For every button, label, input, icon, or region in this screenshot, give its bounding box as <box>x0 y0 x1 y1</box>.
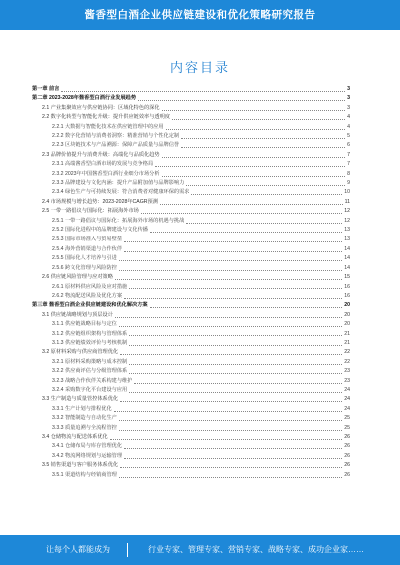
toc-entry[interactable] <box>32 236 350 245</box>
footer-slogan-right: 行业专家、管理专家、营销专家、战略专家、成功企业家…… <box>148 545 364 554</box>
toc-entry-text: 2.5.4 海外营销渠道与合作伙伴 <box>52 245 123 252</box>
toc-leader-dots <box>119 430 342 431</box>
toc-entry[interactable] <box>32 123 350 132</box>
toc-entry-text: 3.2.1 原材料采购策略与成本控制 <box>52 358 128 365</box>
toc-entry-text: 2.2.1 大数据与智能化技术在供应链管理中的应用 <box>52 123 164 130</box>
toc-leader-dots <box>166 129 346 130</box>
toc-entry[interactable] <box>32 320 350 329</box>
toc-leader-dots <box>162 110 346 111</box>
toc-page-number: 16 <box>344 283 350 290</box>
toc-entry[interactable] <box>32 471 350 480</box>
toc-entry[interactable] <box>32 245 350 254</box>
toc-entry-text: 2.6 供应链风险管理与应对策略 <box>42 274 113 281</box>
toc-page-number: 5 <box>347 133 350 140</box>
toc-page-number: 20 <box>344 321 350 328</box>
toc-page-number: 25 <box>344 415 350 422</box>
toc-page-number: 24 <box>344 386 350 393</box>
toc-page-number: 16 <box>344 292 350 299</box>
toc-entry-text: 3.1 供应链战略规划与顶层设计 <box>42 311 113 318</box>
toc-leader-dots <box>124 251 342 252</box>
toc-leader-dots <box>115 279 342 280</box>
toc-entry[interactable] <box>32 217 350 226</box>
toc-entry-text: 3.4.1 仓储布局与库存管理优化 <box>52 443 123 450</box>
toc-page-number: 22 <box>344 349 350 356</box>
toc-entry[interactable] <box>32 283 350 292</box>
toc-entry[interactable] <box>32 358 350 367</box>
toc-leader-dots <box>119 477 342 478</box>
toc-leader-dots <box>129 335 342 336</box>
toc-entry-text: 2.2 数字化转型与智能化升级：提升供应链效率与透明度 <box>42 114 170 121</box>
toc-entry-text: 2.1 产业集聚效应与供应链协同：区域化特色的深化 <box>42 104 160 111</box>
toc-entry-text: 3.2.4 采购数字化平台建设与应用 <box>52 386 128 393</box>
toc-entry[interactable] <box>32 85 350 94</box>
toc-entry-text: 2.5.2 国际化进程中的品牌建设与文化传播 <box>52 227 148 234</box>
toc-entry[interactable] <box>32 405 350 414</box>
toc-leader-dots <box>129 364 342 365</box>
toc-leader-dots <box>61 91 345 92</box>
toc-entry[interactable] <box>32 386 350 395</box>
toc-entry[interactable] <box>32 273 350 282</box>
toc-page-number: 7 <box>347 151 350 158</box>
toc-leader-dots <box>124 298 342 299</box>
toc-entry[interactable] <box>32 160 350 169</box>
toc-page-number: 9 <box>347 180 350 187</box>
toc-leader-dots <box>129 392 342 393</box>
toc-page-number: 11 <box>344 198 350 205</box>
toc-leader-dots <box>150 232 342 233</box>
toc-page-number: 25 <box>344 424 350 431</box>
toc-entry-text: 3.3.1 生产计划与排程优化 <box>52 405 112 412</box>
toc-leader-dots <box>119 260 342 261</box>
toc-entry[interactable] <box>32 198 350 207</box>
toc-page-number: 13 <box>344 227 350 234</box>
toc-leader-dots <box>181 138 345 139</box>
toc-entry-text: 3.1.1 供应链战略目标与定位 <box>52 321 117 328</box>
toc-entry[interactable] <box>32 414 350 423</box>
toc-entry-text: 3.4.2 物流网络规划与运输管理 <box>52 452 123 459</box>
toc-leader-dots <box>160 204 343 205</box>
toc-page-number: 20 <box>344 311 350 318</box>
toc-leader-dots <box>110 439 343 440</box>
toc-heading: 内容目录 <box>169 60 230 75</box>
toc-leader-dots <box>162 157 346 158</box>
toc-page-number: 26 <box>344 443 350 450</box>
toc-entry[interactable] <box>32 330 350 339</box>
footer-slogan-left: 让每个人都能成为 <box>46 545 110 554</box>
report-header-banner <box>0 0 400 30</box>
toc-entry[interactable] <box>32 141 350 150</box>
toc-leader-dots <box>191 194 342 195</box>
toc-leader-dots <box>114 411 343 412</box>
toc-entry[interactable] <box>32 226 350 235</box>
toc-entry-text: 2.5.5 国际化人才培养与引进 <box>52 255 117 262</box>
toc-page-number: 14 <box>344 245 350 252</box>
toc-entry[interactable] <box>32 264 350 273</box>
toc-entry[interactable] <box>32 301 350 310</box>
toc-entry-text: 3.3 生产制造与质量管控体系优化 <box>42 396 119 403</box>
toc-page-number: 26 <box>344 434 350 441</box>
toc-entry[interactable] <box>32 94 350 103</box>
toc-leader-dots <box>162 176 346 177</box>
toc-entry-text: 2.3.2 2023年中国酱香型白酒行业细分市场分析 <box>52 170 160 177</box>
toc-page-number: 14 <box>344 255 350 262</box>
toc-leader-dots <box>186 223 342 224</box>
toc-entry-text: 2.5.6 跨文化管理与风险防控 <box>52 264 117 271</box>
toc-page-number: 15 <box>344 274 350 281</box>
toc-entry-text: 第一章 前言 <box>32 85 60 92</box>
toc-page-number: 3 <box>347 85 350 92</box>
toc-page-number: 7 <box>347 161 350 168</box>
toc-entry[interactable] <box>32 170 350 179</box>
toc-entry-text: 3.5.1 渠道结构与经销商管理 <box>52 471 117 478</box>
toc-page-number: 12 <box>344 217 350 224</box>
footer-divider <box>127 543 128 557</box>
toc-page-number: 24 <box>344 396 350 403</box>
toc-page-number: 26 <box>344 452 350 459</box>
toc-leader-dots <box>155 166 345 167</box>
toc-entry[interactable] <box>32 132 350 141</box>
toc-page-number: 6 <box>347 142 350 149</box>
toc-leader-dots <box>172 119 345 120</box>
toc-entry-text: 2.4 市场规模与增长趋势：2023-2028年CAGR预测 <box>42 198 158 205</box>
toc-leader-dots <box>115 317 342 318</box>
toc-entry[interactable] <box>32 104 350 113</box>
toc-entry-text: 2.2.2 数字化营销与消费者洞察：精准营销与个性化定制 <box>52 133 180 140</box>
toc-entry-text: 第三章 酱香型白酒企业供应链建设和优化解决方案 <box>32 302 148 309</box>
toc-page-number: 21 <box>344 330 350 337</box>
toc-page-number: 20 <box>344 302 350 309</box>
toc-entry[interactable] <box>32 433 350 442</box>
toc-leader-dots <box>124 458 342 459</box>
toc-entry-text: 3.2.2 供应商评估与分级管理体系 <box>52 368 128 375</box>
toc-entry[interactable] <box>32 395 350 404</box>
toc-entry[interactable] <box>32 339 350 348</box>
toc-entry[interactable] <box>32 151 350 160</box>
toc-entry[interactable] <box>32 461 350 470</box>
toc-entry-text: 3.3.3 质量追溯与全流程管控 <box>52 424 117 431</box>
toc-entry-text: 2.3.3 品牌建设与文化内涵：提升产品附加值与品牌影响力 <box>52 180 185 187</box>
toc-page-number: 26 <box>344 462 350 469</box>
toc-entry-text: 2.6.1 原材料供应风险及应对措施 <box>52 283 128 290</box>
toc-entry-text: 2.2.3 区块链技术与产品溯源：保障产品质量与品牌信誉 <box>52 142 180 149</box>
toc-entry-text: 第二章 2023-2028年酱香型白酒行业发展趋势 <box>32 95 137 102</box>
toc-page-number: 10 <box>344 189 350 196</box>
toc-entry[interactable] <box>32 188 350 197</box>
toc-entry-text: 2.3.1 高端酱香型白酒市场的发展与竞争格局 <box>52 161 154 168</box>
toc-entry-text: 2.5.1 一带一路倡议与国际化：拓展海外市场的机遇与挑战 <box>52 217 185 224</box>
toc-leader-dots <box>141 213 342 214</box>
report-title: 酱香型白酒企业供应链建设和优化策略研究报告 <box>84 9 316 21</box>
toc-entry[interactable] <box>32 179 350 188</box>
toc-entry-text: 3.2.3 战略合作伙伴关系构建与维护 <box>52 377 133 384</box>
toc-entry-text: 2.6.2 物流配送风险及优化方案 <box>52 292 123 299</box>
toc-leader-dots <box>138 100 345 101</box>
footer-banner <box>0 535 400 565</box>
toc-entry-text: 3.1.2 供应链组织架构与管理体系 <box>52 330 128 337</box>
toc-entry[interactable] <box>32 292 350 301</box>
toc-leader-dots <box>129 373 342 374</box>
toc-page-number: 12 <box>344 208 350 215</box>
toc-entry-text: 2.3 品牌价值提升与消费升级：高端化与品质化趋势 <box>42 151 160 158</box>
toc-leader-dots <box>186 185 345 186</box>
toc-entry[interactable] <box>32 442 350 451</box>
toc-entry[interactable] <box>32 377 350 386</box>
toc-entry-text: 2.5.3 国际市场准入与贸易壁垒 <box>52 236 123 243</box>
toc-entry[interactable] <box>32 367 350 376</box>
toc-page-number: 3 <box>347 104 350 111</box>
toc-entry-text: 2.5 一带一路倡议与国际化：拓展海外市场 <box>42 208 139 215</box>
toc-entry-text: 3.2 原材料采购与供应商管理优化 <box>42 349 119 356</box>
toc-page-number: 21 <box>344 339 350 346</box>
toc-entry[interactable] <box>32 311 350 320</box>
toc-entry-text: 3.4 仓储物流与配送体系优化 <box>42 434 108 441</box>
toc-leader-dots <box>150 307 343 308</box>
toc-entry[interactable] <box>32 348 350 357</box>
toc-leader-dots <box>134 383 342 384</box>
toc-leader-dots <box>119 326 342 327</box>
toc-page-number: 23 <box>344 368 350 375</box>
toc-leader-dots <box>120 467 342 468</box>
toc-page-number: 26 <box>344 471 350 478</box>
toc-entry[interactable] <box>32 254 350 263</box>
toc-leader-dots <box>120 354 342 355</box>
toc-leader-dots <box>129 345 342 346</box>
toc-entry-text: 3.5 销售渠道与客户服务体系优化 <box>42 462 119 469</box>
toc-entry[interactable] <box>32 113 350 122</box>
table-of-contents <box>32 85 350 480</box>
toc-entry[interactable] <box>32 424 350 433</box>
toc-page-number: 4 <box>347 123 350 130</box>
toc-leader-dots <box>119 420 342 421</box>
toc-page-number: 13 <box>344 236 350 243</box>
toc-page-number: 24 <box>344 405 350 412</box>
toc-entry[interactable] <box>32 452 350 461</box>
toc-page-number: 23 <box>344 377 350 384</box>
toc-leader-dots <box>120 401 342 402</box>
toc-page-number: 22 <box>344 358 350 365</box>
toc-leader-dots <box>181 147 345 148</box>
toc-entry-text: 2.3.4 绿色生产与可持续发展：符合消费者对健康环保的需求 <box>52 189 190 196</box>
toc-page-number: 8 <box>347 170 350 177</box>
toc-page-number: 3 <box>347 95 350 102</box>
toc-page-number: 14 <box>344 264 350 271</box>
toc-leader-dots <box>124 241 342 242</box>
toc-page-number: 4 <box>347 114 350 121</box>
toc-leader-dots <box>119 270 342 271</box>
toc-leader-dots <box>124 448 342 449</box>
toc-entry-text: 3.1.3 供应链绩效评价与考核机制 <box>52 339 128 346</box>
toc-leader-dots <box>129 288 342 289</box>
toc-entry[interactable] <box>32 207 350 216</box>
toc-entry-text: 3.3.2 智能制造与自动化生产 <box>52 415 117 422</box>
